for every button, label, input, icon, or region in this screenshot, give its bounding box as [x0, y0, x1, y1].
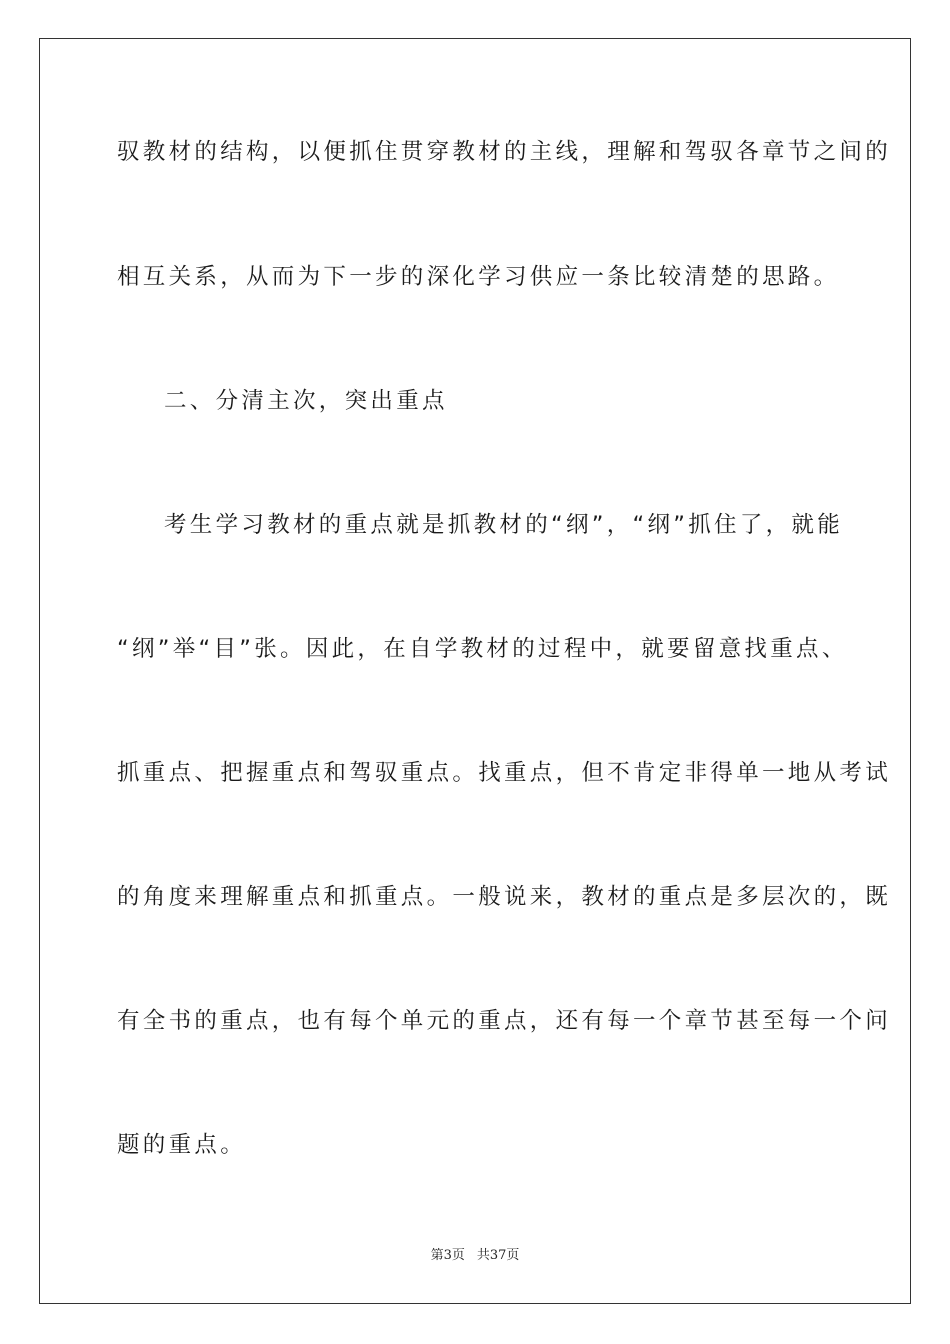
body-line-1: 驭教材的结构，以便抓住贯穿教材的主线，理解和驾驭各章节之间的 — [117, 139, 892, 165]
page-number: 第3页 — [430, 1248, 465, 1263]
body-line-3: 考生学习教材的重点就是抓教材的“纲”，“纲”抓住了，就能 — [164, 512, 844, 538]
page-border — [39, 38, 911, 1304]
body-line-4: “纲”举“目”张。因此，在自学教材的过程中，就要留意找重点、 — [117, 636, 848, 662]
body-line-6: 的角度来理解重点和抓重点。一般说来，教材的重点是多层次的，既 — [117, 884, 892, 910]
page-footer — [0, 1248, 950, 1264]
body-line-2: 相互关系，从而为下一步的深化学习供应一条比较清楚的思路。 — [117, 264, 840, 290]
page-total: 共37页 — [476, 1248, 520, 1263]
body-line-7: 有全书的重点，也有每个单元的重点，还有每一个章节甚至每一个问 — [117, 1008, 892, 1034]
body-line-5: 抓重点、把握重点和驾驭重点。找重点，但不肯定非得单一地从考试 — [117, 760, 892, 786]
body-line-8: 题的重点。 — [117, 1132, 247, 1158]
section-heading: 二、分清主次，突出重点 — [164, 388, 448, 414]
